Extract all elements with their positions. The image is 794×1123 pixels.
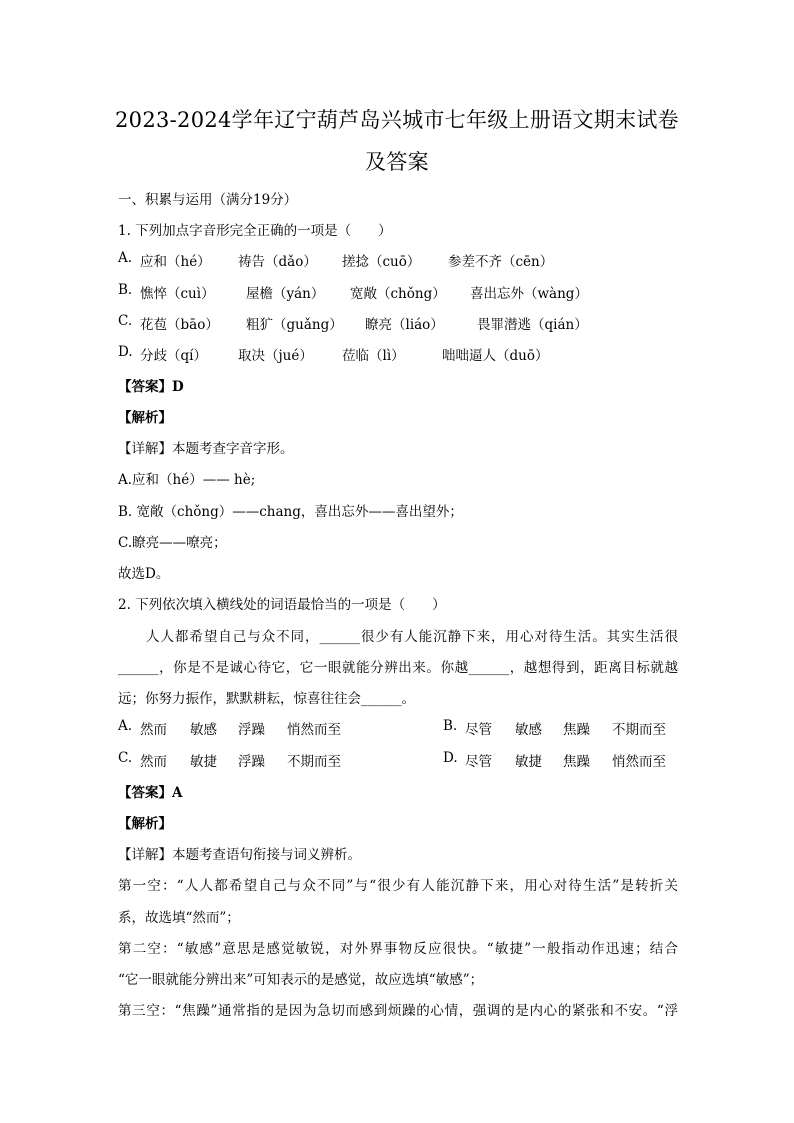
question-2-passage-line: 人人都希望自己与众不同，______很少有人能沉静下来，用心对待生活。其实生活很 xyxy=(146,629,678,645)
option-item: 花苞（bāo） xyxy=(140,317,219,333)
document-title-line-1: 2023-2024学年辽宁葫芦岛兴城市七年级上册语文期末试卷 xyxy=(115,108,679,132)
option-item: 焦躁 xyxy=(563,754,590,770)
option-label: A. xyxy=(118,718,133,734)
option-item: 然而 xyxy=(140,754,167,770)
option-item: 悄然而至 xyxy=(612,754,666,770)
option-item: 屋檐（yán） xyxy=(246,286,325,302)
option-item: 参差不齐（cēn） xyxy=(448,254,554,270)
question-1-stem: 1. 下列加点字音形完全正确的一项是（ ） xyxy=(118,223,392,239)
option-item: 莅临（lì） xyxy=(342,348,405,364)
option-label: C. xyxy=(118,313,133,329)
option-label: C. xyxy=(118,750,133,766)
option-item: 应和（hé） xyxy=(140,254,211,270)
question-2-explain-line: 第一空：“人人都希望自己与众不同”与“很少有人能沉静下来，用心对待生活”是转折关 xyxy=(118,878,678,894)
document-title-line-2: 及答案 xyxy=(365,150,429,174)
option-label: D. xyxy=(443,750,458,766)
option-item: 分歧（qí） xyxy=(140,348,207,364)
question-2-passage-line: 远；你努力振作，默默耕耘，惊喜往往会______。 xyxy=(118,691,415,707)
option-item: 祷告（dǎo） xyxy=(238,254,317,270)
option-item: 憔悴（cuì） xyxy=(140,286,215,302)
question-2-passage-line: ______，你是不是诚心待它，它一眼就能分辨出来。你越______，越想得到，距离目标就越 xyxy=(118,660,678,676)
question-1-note: 故选D。 xyxy=(118,566,170,582)
option-item: 宽敞（chǒng） xyxy=(350,286,446,302)
question-2-explain-line: 第二空：“敏感”意思是感觉敏锐，对外界事物反应很快。“敏捷”一般指动作迅速；结合 xyxy=(118,941,678,957)
question-1-note: A.应和（hé）—— hè; xyxy=(118,472,256,488)
question-2-analysis: 【解析】 xyxy=(118,816,172,832)
question-2-explain-line: 系，故选填“然而”； xyxy=(118,910,240,926)
question-1-detail: 【详解】本题考查字音字形。 xyxy=(118,441,294,457)
option-item: 取决（jué） xyxy=(238,348,313,364)
question-1-note: C.瞭亮——嘹亮； xyxy=(118,535,227,551)
option-item: 浮躁 xyxy=(238,754,265,770)
option-item: 搓捻（cuō） xyxy=(342,254,421,270)
option-item: 尽管 xyxy=(465,722,492,738)
option-item: 尽管 xyxy=(465,754,492,770)
question-1-note: B. 宽敞（chǒng）——chang，喜出忘外——喜出望外； xyxy=(118,504,463,520)
option-item: 不期而至 xyxy=(287,754,341,770)
option-item: 瞭亮（liáo） xyxy=(365,317,444,333)
question-2-explain-line: “它一眼就能分辨出来”可知表示的是感觉，故应选填“敏感”； xyxy=(118,972,484,988)
question-2-answer: 【答案】A xyxy=(118,785,183,801)
option-item: 敏捷 xyxy=(515,754,542,770)
option-label: B. xyxy=(118,282,133,298)
option-item: 浮躁 xyxy=(238,722,265,738)
option-item: 敏感 xyxy=(190,722,217,738)
option-item: 悄然而至 xyxy=(287,722,341,738)
option-item: 畏罪潜逃（qián） xyxy=(477,317,588,333)
option-item: 然而 xyxy=(140,722,167,738)
option-label: A. xyxy=(118,250,133,266)
option-label: B. xyxy=(443,718,458,734)
question-2-detail: 【详解】本题考查语句衔接与词义辨析。 xyxy=(118,847,361,863)
question-2-explain-line: 第三空：“焦躁”通常指的是因为急切而感到烦躁的心情，强调的是内心的紧张和不安。“浮 xyxy=(118,1003,678,1019)
option-item: 不期而至 xyxy=(612,722,666,738)
question-2-stem: 2. 下列依次填入横线处的词语最恰当的一项是（ ） xyxy=(118,597,446,613)
option-item: 咄咄逼人（duō） xyxy=(442,348,549,364)
option-item: 粗犷（guǎng） xyxy=(246,317,343,333)
option-item: 敏感 xyxy=(515,722,542,738)
option-label: D. xyxy=(118,344,133,360)
question-1-analysis: 【解析】 xyxy=(118,410,172,426)
option-item: 焦躁 xyxy=(563,722,590,738)
option-item: 敏捷 xyxy=(190,754,217,770)
option-item: 喜出忘外（wàng） xyxy=(470,286,588,302)
section-heading: 一、积累与运用（满分19分） xyxy=(118,192,298,208)
question-1-answer: 【答案】D xyxy=(118,379,184,395)
